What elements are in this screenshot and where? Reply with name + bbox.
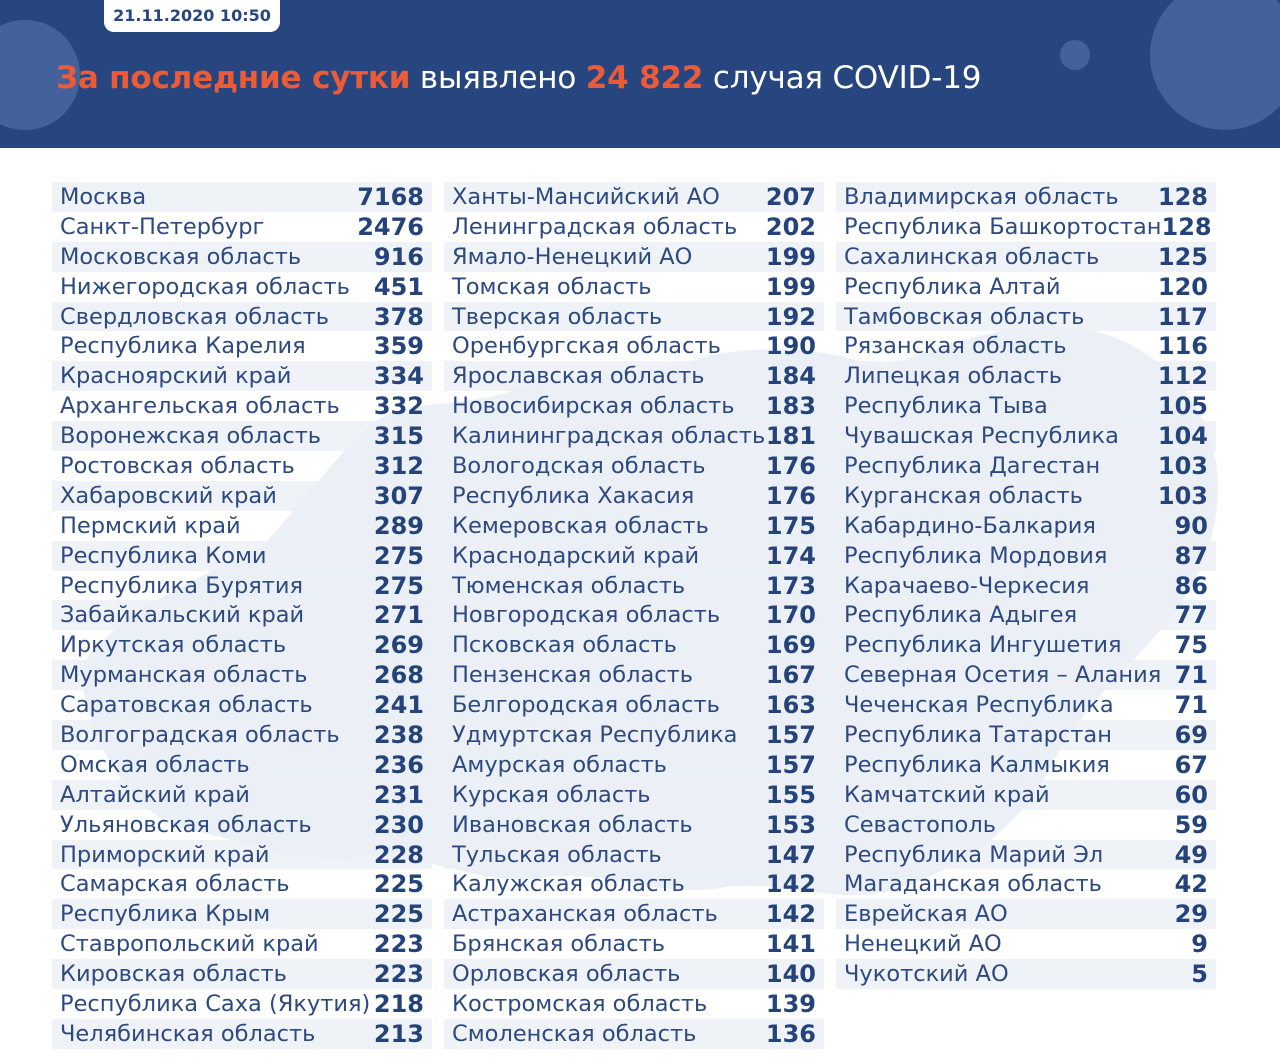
case-count: 120: [1157, 272, 1208, 301]
table-row: [444, 720, 824, 750]
case-count: 136: [765, 1019, 816, 1048]
case-count: 87: [1174, 541, 1208, 570]
region-name: Новосибирская область: [452, 393, 735, 420]
table-row: [444, 182, 824, 212]
case-count: 7168: [357, 182, 424, 211]
case-count: 207: [765, 182, 816, 211]
region-name: Костромская область: [452, 990, 708, 1017]
table-row: [444, 481, 824, 511]
case-count: 49: [1174, 840, 1208, 869]
table-row: [444, 989, 824, 1019]
table-row: [52, 481, 432, 511]
table-row: [836, 242, 1216, 272]
table-row: [444, 511, 824, 541]
region-name: Оренбургская область: [452, 333, 721, 360]
case-count: 359: [373, 332, 424, 361]
table-row: [444, 272, 824, 302]
region-name: Забайкальский край: [60, 602, 305, 629]
region-name: Владимирская область: [844, 183, 1119, 210]
table-row: [52, 750, 432, 780]
table-row: [836, 391, 1216, 421]
case-count: 916: [373, 242, 424, 271]
region-name: Вологодская область: [452, 452, 706, 479]
region-name: Магаданская область: [844, 871, 1102, 898]
table-row: [836, 630, 1216, 660]
table-row: [836, 959, 1216, 989]
case-count: 334: [373, 362, 424, 391]
headline-number: 24 822: [585, 60, 704, 96]
case-count: 175: [765, 511, 816, 540]
case-count: 241: [373, 691, 424, 720]
table-row: [52, 899, 432, 929]
region-name: Ярославская область: [452, 363, 705, 390]
table-row: [52, 182, 432, 212]
case-count: 59: [1174, 810, 1208, 839]
table-row: [52, 451, 432, 481]
table-row: [836, 600, 1216, 630]
region-name: Брянская область: [452, 931, 665, 958]
region-name: Республика Башкортостан: [844, 213, 1162, 240]
case-count: 139: [765, 989, 816, 1018]
case-count: 86: [1174, 571, 1208, 600]
region-name: Москва: [60, 183, 147, 210]
table-row: [444, 331, 824, 361]
table-row: [52, 690, 432, 720]
region-name: Республика Адыгея: [844, 602, 1078, 629]
table-row: [52, 840, 432, 870]
table-row: [836, 571, 1216, 601]
region-name: Томская область: [452, 273, 652, 300]
region-name: Севастополь: [844, 811, 996, 838]
region-name: Смоленская область: [452, 1020, 697, 1047]
region-name: Ульяновская область: [60, 811, 312, 838]
table-row: [444, 391, 824, 421]
region-name: Иркутская область: [60, 632, 287, 659]
table-row: [836, 750, 1216, 780]
headline-part1: За последние сутки: [56, 60, 411, 96]
case-count: 192: [765, 302, 816, 331]
case-count: 202: [765, 212, 816, 241]
table-row: [444, 421, 824, 451]
region-name: Республика Мордовия: [844, 542, 1108, 569]
case-count: 176: [765, 451, 816, 480]
region-name: Краснодарский край: [452, 542, 700, 569]
table-row: [444, 899, 824, 929]
table-row: [836, 331, 1216, 361]
column-3: [836, 182, 1216, 989]
region-name: Тамбовская область: [844, 303, 1085, 330]
case-count: 230: [373, 810, 424, 839]
table-row: [52, 600, 432, 630]
table-row: [52, 511, 432, 541]
case-count: 176: [765, 481, 816, 510]
case-count: 213: [373, 1019, 424, 1048]
table-row: [836, 481, 1216, 511]
table-row: [836, 451, 1216, 481]
case-count: 104: [1157, 422, 1208, 451]
region-name: Кемеровская область: [452, 512, 709, 539]
region-name: Республика Марий Эл: [844, 841, 1104, 868]
table-row: [52, 331, 432, 361]
region-name: Ханты-Мансийский АО: [452, 183, 720, 210]
table-row: [52, 421, 432, 451]
case-count: 2476: [357, 212, 424, 241]
table-row: [836, 810, 1216, 840]
case-count: 170: [765, 601, 816, 630]
case-count: 141: [765, 930, 816, 959]
region-name: Саратовская область: [60, 692, 313, 719]
table-row: [836, 840, 1216, 870]
table-row: [444, 242, 824, 272]
table-row: [836, 212, 1216, 242]
case-count: 228: [373, 840, 424, 869]
case-count: 315: [373, 422, 424, 451]
region-name: Псковская область: [452, 632, 677, 659]
case-count: 181: [765, 422, 816, 451]
region-name: Чукотский АО: [844, 961, 1009, 988]
region-name: Камчатский край: [844, 781, 1050, 808]
table-row: [52, 810, 432, 840]
region-name: Сахалинская область: [844, 243, 1100, 270]
case-count: 71: [1174, 661, 1208, 690]
case-count: 103: [1157, 451, 1208, 480]
case-count: 128: [1157, 182, 1208, 211]
case-count: 225: [373, 870, 424, 899]
region-name: Кабардино-Балкария: [844, 512, 1096, 539]
case-count: 60: [1174, 780, 1208, 809]
table-row: [444, 600, 824, 630]
region-name: Омская область: [60, 751, 250, 778]
region-name: Калининградская область: [452, 423, 766, 450]
case-count: 238: [373, 720, 424, 749]
region-name: Кировская область: [60, 961, 287, 988]
table-row: [52, 361, 432, 391]
region-name: Карачаево-Черкесия: [844, 572, 1090, 599]
case-count: 169: [765, 631, 816, 660]
region-name: Пензенская область: [452, 662, 693, 689]
region-name: Чеченская Республика: [844, 692, 1114, 719]
region-name: Северная Осетия – Алания: [844, 662, 1162, 689]
case-count: 157: [765, 720, 816, 749]
case-count: 29: [1174, 900, 1208, 929]
table-row: [52, 272, 432, 302]
case-count: 103: [1157, 481, 1208, 510]
region-name: Волгоградская область: [60, 721, 340, 748]
case-count: 223: [373, 930, 424, 959]
case-count: 173: [765, 571, 816, 600]
region-name: Тюменская область: [452, 572, 686, 599]
case-count: 142: [765, 870, 816, 899]
table-row: [444, 690, 824, 720]
case-count: 223: [373, 960, 424, 989]
table-row: [444, 302, 824, 332]
region-name: Ставропольский край: [60, 931, 319, 958]
region-name: Ростовская область: [60, 452, 295, 479]
case-count: 225: [373, 900, 424, 929]
table-row: [52, 780, 432, 810]
case-count: 155: [765, 780, 816, 809]
table-row: [444, 1019, 824, 1049]
region-name: Московская область: [60, 243, 302, 270]
region-name: Пермский край: [60, 512, 241, 539]
region-name: Республика Крым: [60, 901, 271, 928]
date-label: 21.11.2020 10:50: [104, 0, 280, 32]
region-name: Мурманская область: [60, 662, 308, 689]
table-row: [836, 421, 1216, 451]
region-name: Курская область: [452, 781, 651, 808]
table-row: [444, 780, 824, 810]
case-count: 199: [765, 242, 816, 271]
case-count: 184: [765, 362, 816, 391]
region-name: Ненецкий АО: [844, 931, 1002, 958]
case-count: 140: [765, 960, 816, 989]
case-count: 218: [373, 989, 424, 1018]
case-count: 231: [373, 780, 424, 809]
case-count: 112: [1157, 362, 1208, 391]
region-name: Красноярский край: [60, 363, 292, 390]
headline-part2: выявлено: [410, 60, 586, 96]
table-row: [444, 630, 824, 660]
table-row: [836, 272, 1216, 302]
table-row: [444, 451, 824, 481]
case-count: 163: [765, 691, 816, 720]
region-name: Республика Саха (Якутия): [60, 990, 371, 1017]
region-name: Удмуртская Республика: [452, 721, 738, 748]
table-row: [52, 989, 432, 1019]
case-count: 451: [373, 272, 424, 301]
region-name: Самарская область: [60, 871, 290, 898]
table-row: [444, 869, 824, 899]
table-row: [52, 541, 432, 571]
table-row: [444, 212, 824, 242]
table-row: [836, 869, 1216, 899]
region-name: Алтайский край: [60, 781, 250, 808]
region-name: Тульская область: [452, 841, 662, 868]
case-count: 71: [1174, 691, 1208, 720]
case-count: 9: [1191, 930, 1208, 959]
case-count: 42: [1174, 870, 1208, 899]
table-row: [836, 541, 1216, 571]
region-name: Новгородская область: [452, 602, 721, 629]
table-row: [836, 780, 1216, 810]
case-count: 275: [373, 541, 424, 570]
table-row: [52, 242, 432, 272]
virus-decoration-icon: [1150, 0, 1280, 130]
case-count: 77: [1174, 601, 1208, 630]
case-count: 312: [373, 451, 424, 480]
case-count: 125: [1157, 242, 1208, 271]
region-name: Приморский край: [60, 841, 270, 868]
table-row: [52, 630, 432, 660]
table-row: [836, 302, 1216, 332]
table-row: [444, 810, 824, 840]
region-name: Республика Дагестан: [844, 452, 1101, 479]
region-name: Ивановская область: [452, 811, 693, 838]
region-name: Орловская область: [452, 961, 681, 988]
region-name: Республика Алтай: [844, 273, 1061, 300]
region-name: Республика Хакасия: [452, 482, 695, 509]
region-name: Ленинградская область: [452, 213, 738, 240]
page-title: [56, 60, 981, 96]
table-row: [444, 571, 824, 601]
table-row: [836, 511, 1216, 541]
region-name: Республика Тыва: [844, 393, 1048, 420]
table-row: [444, 660, 824, 690]
case-count: 271: [373, 601, 424, 630]
case-count: 378: [373, 302, 424, 331]
case-count: 183: [765, 392, 816, 421]
region-name: Еврейская АО: [844, 901, 1008, 928]
region-name: Тверская область: [452, 303, 663, 330]
region-name: Республика Коми: [60, 542, 267, 569]
table-row: [52, 869, 432, 899]
table-row: [52, 720, 432, 750]
table-row: [444, 929, 824, 959]
case-count: 268: [373, 661, 424, 690]
table-row: [836, 899, 1216, 929]
headline-part3: случая COVID-19: [703, 60, 982, 96]
virus-decoration-icon: [1060, 40, 1090, 70]
table-row: [836, 690, 1216, 720]
case-count: 142: [765, 900, 816, 929]
region-name: Курганская область: [844, 482, 1083, 509]
case-count: 275: [373, 571, 424, 600]
region-name: Республика Калмыкия: [844, 751, 1110, 778]
case-count: 332: [373, 392, 424, 421]
region-name: Калужская область: [452, 871, 685, 898]
table-row: [836, 660, 1216, 690]
table-row: [836, 720, 1216, 750]
table-row: [444, 361, 824, 391]
region-name: Хабаровский край: [60, 482, 277, 509]
case-count: 147: [765, 840, 816, 869]
region-name: Липецкая область: [844, 363, 1063, 390]
region-name: Чувашская Республика: [844, 423, 1119, 450]
case-count: 157: [765, 750, 816, 779]
table-row: [52, 302, 432, 332]
column-1: [52, 182, 432, 1049]
table-row: [444, 840, 824, 870]
region-name: Астраханская область: [452, 901, 718, 928]
case-count: 190: [765, 332, 816, 361]
region-name: Амурская область: [452, 751, 667, 778]
header-banner: [0, 0, 1280, 148]
case-count: 90: [1174, 511, 1208, 540]
case-count: 174: [765, 541, 816, 570]
region-name: Рязанская область: [844, 333, 1067, 360]
region-name: Республика Карелия: [60, 333, 306, 360]
region-name: Архангельская область: [60, 393, 340, 420]
table-row: [836, 361, 1216, 391]
case-count: 236: [373, 750, 424, 779]
region-name: Белгородская область: [452, 692, 720, 719]
region-name: Республика Ингушетия: [844, 632, 1122, 659]
table-row: [444, 541, 824, 571]
case-count: 269: [373, 631, 424, 660]
table-row: [836, 182, 1216, 212]
region-name: Республика Татарстан: [844, 721, 1112, 748]
region-name: Республика Бурятия: [60, 572, 304, 599]
case-count: 75: [1174, 631, 1208, 660]
case-count: 128: [1161, 212, 1212, 241]
case-count: 5: [1191, 960, 1208, 989]
case-count: 167: [765, 661, 816, 690]
cases-table: [0, 148, 1280, 1064]
case-count: 116: [1157, 332, 1208, 361]
case-count: 69: [1174, 720, 1208, 749]
region-name: Ямало-Ненецкий АО: [452, 243, 693, 270]
table-row: [444, 750, 824, 780]
case-count: 199: [765, 272, 816, 301]
region-name: Челябинская область: [60, 1020, 316, 1047]
column-2: [444, 182, 824, 1049]
table-row: [836, 929, 1216, 959]
case-count: 105: [1157, 392, 1208, 421]
region-name: Воронежская область: [60, 423, 322, 450]
case-count: 153: [765, 810, 816, 839]
table-row: [52, 929, 432, 959]
table-row: [52, 959, 432, 989]
table-row: [52, 660, 432, 690]
table-row: [52, 212, 432, 242]
region-name: Нижегородская область: [60, 273, 350, 300]
table-row: [52, 391, 432, 421]
case-count: 117: [1157, 302, 1208, 331]
case-count: 289: [373, 511, 424, 540]
case-count: 67: [1174, 750, 1208, 779]
region-name: Санкт-Петербург: [60, 213, 265, 240]
table-row: [52, 571, 432, 601]
table-row: [444, 959, 824, 989]
table-row: [52, 1019, 432, 1049]
case-count: 307: [373, 481, 424, 510]
region-name: Свердловская область: [60, 303, 330, 330]
